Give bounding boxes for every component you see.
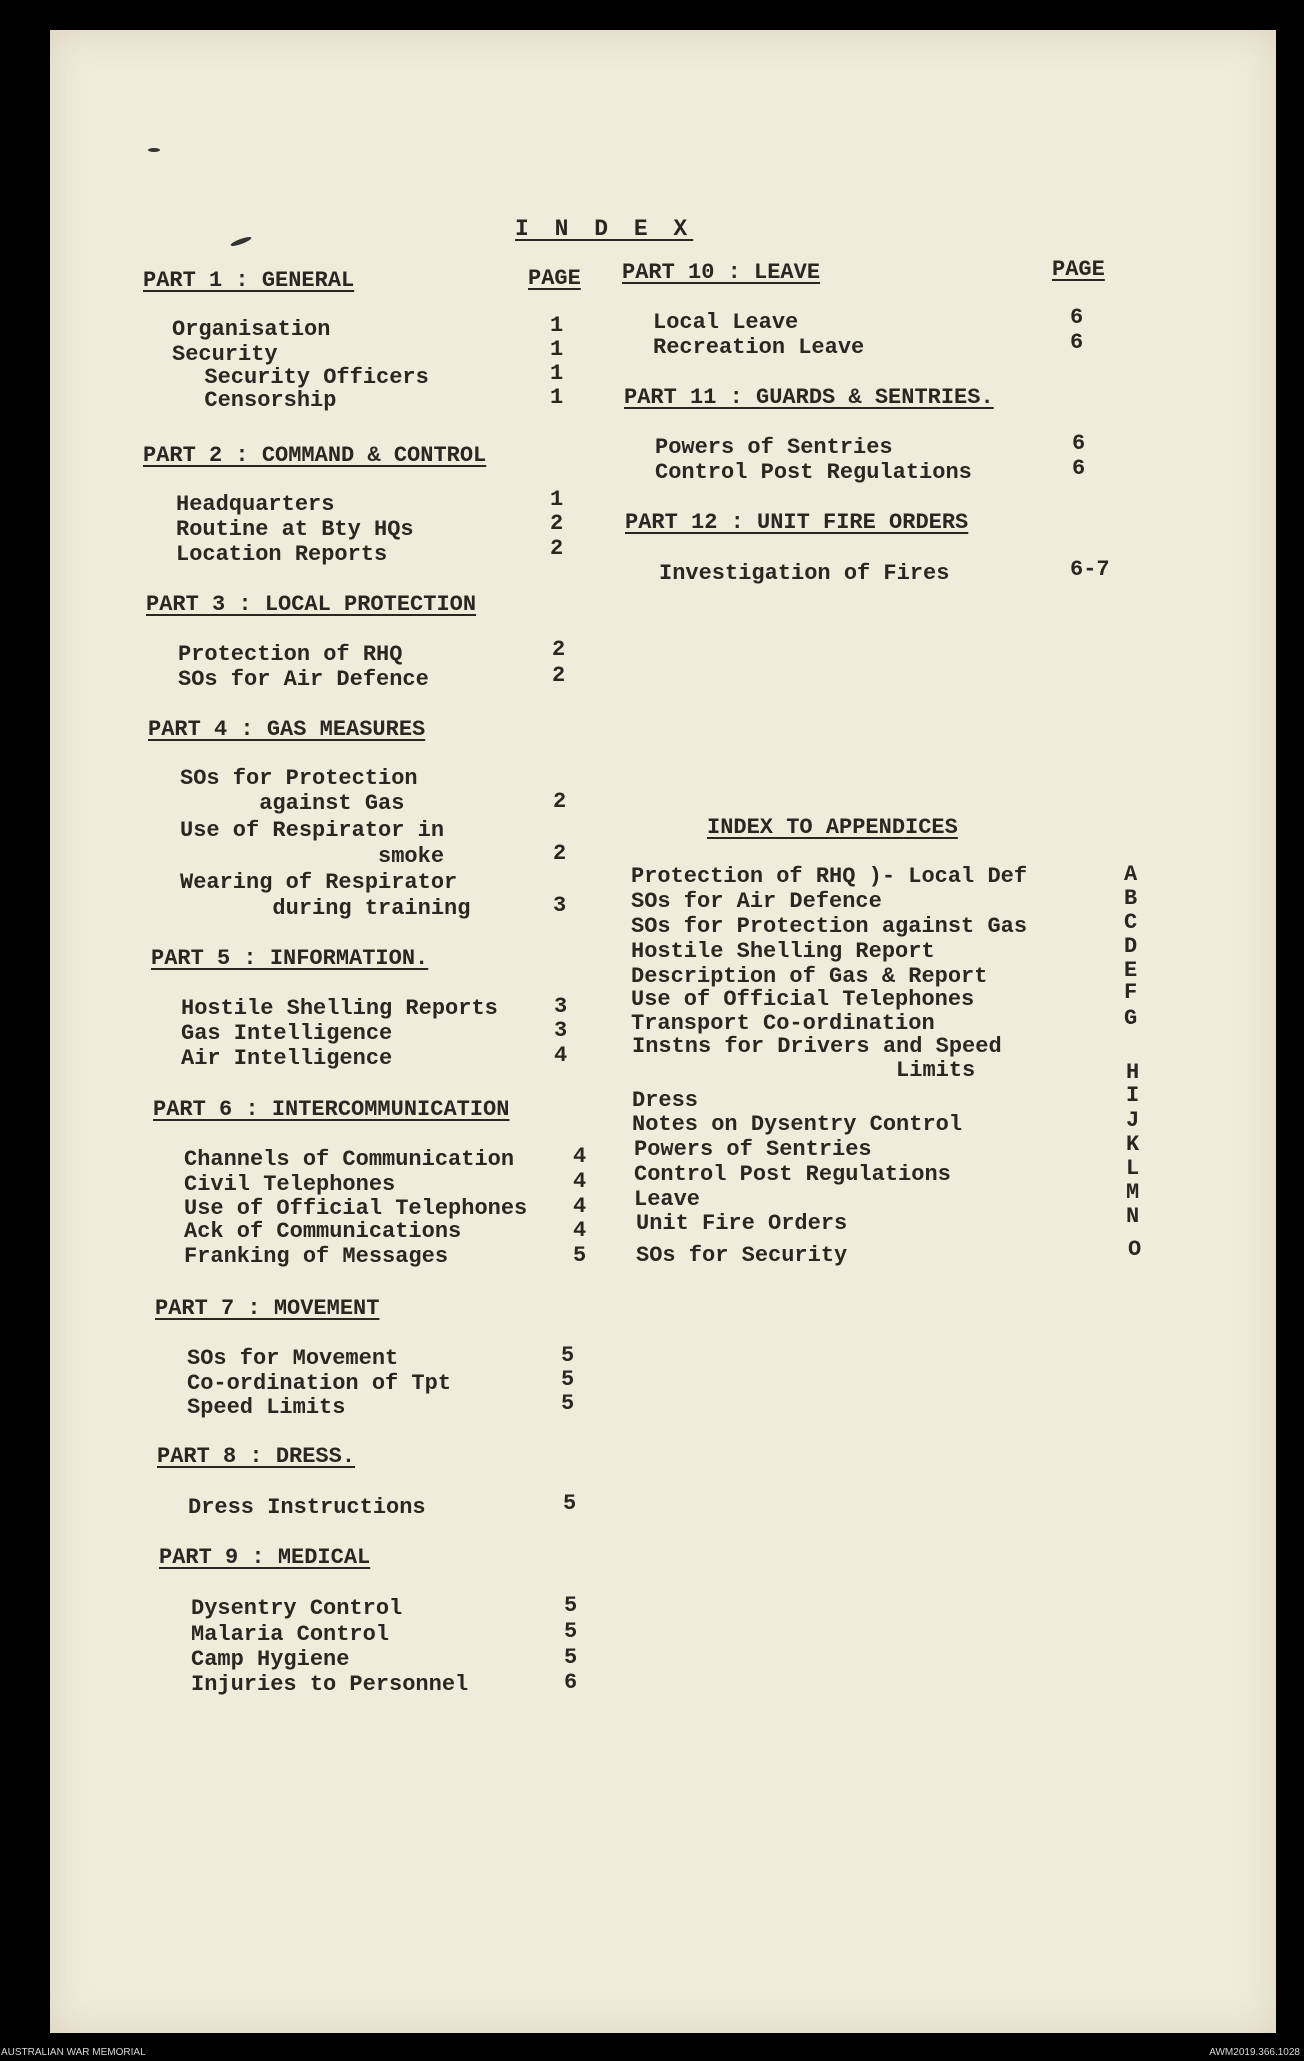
part-heading: PART 3 : LOCAL PROTECTION (146, 592, 477, 617)
appendix-letter: J (1126, 1108, 1140, 1133)
appendix-entry: Instns for Drivers and Speed Limits (632, 1034, 1002, 1083)
index-entry: Injuries to Personnel (191, 1672, 469, 1697)
index-entry: Recreation Leave (653, 335, 865, 360)
document-page (50, 30, 1276, 2033)
entry-page-number: 6 (564, 1670, 578, 1695)
entry-page-number: 2 (552, 663, 566, 688)
index-entry: Civil Telephones (184, 1172, 396, 1197)
entry-page-number: 2 (553, 789, 567, 814)
index-entry: Investigation of Fires (659, 561, 950, 586)
index-entry: Channels of Communication (184, 1147, 515, 1172)
entry-page-number: 5 (561, 1367, 575, 1392)
footer-credit: AUSTRALIAN WAR MEMORIAL (1, 2047, 146, 2058)
index-entry: Speed Limits (187, 1395, 346, 1420)
part-heading: PART 2 : COMMAND & CONTROL (143, 443, 487, 468)
entry-page-number: 3 (553, 893, 567, 918)
index-entry: Use of Official Telephones (184, 1196, 528, 1221)
appendix-entry: Dress (632, 1088, 699, 1113)
index-entry: Censorship (178, 388, 337, 413)
entry-page-number: 5 (564, 1593, 578, 1618)
entry-page-number: 2 (553, 841, 567, 866)
index-entry: Co-ordination of Tpt (187, 1371, 452, 1396)
entry-page-number: 5 (561, 1343, 575, 1368)
entry-page-number: 3 (554, 994, 568, 1019)
appendix-letter: K (1126, 1132, 1140, 1157)
index-entry: Camp Hygiene (191, 1647, 350, 1672)
entry-page-number: 1 (550, 385, 564, 410)
appendix-letter: I (1126, 1083, 1140, 1108)
index-entry: Powers of Sentries (655, 435, 893, 460)
entry-page-number: 5 (563, 1491, 577, 1516)
appendix-letter: C (1124, 910, 1138, 935)
index-entry: Routine at Bty HQs (176, 517, 414, 542)
index-entry: Malaria Control (191, 1622, 390, 1647)
entry-page-number: 1 (550, 337, 564, 362)
entry-page-number: 1 (550, 487, 564, 512)
appendix-letter: F (1124, 980, 1138, 1005)
entry-page-number: 6 (1072, 456, 1086, 481)
appendix-entry: Hostile Shelling Report (631, 939, 935, 964)
part-heading: PART 1 : GENERAL (143, 268, 355, 293)
index-entry: Headquarters (176, 492, 335, 517)
entry-page-number: 2 (552, 637, 566, 662)
part-heading: PART 12 : UNIT FIRE ORDERS (625, 510, 969, 535)
appendix-entry: Leave (634, 1187, 701, 1212)
entry-page-number: 6 (1072, 431, 1086, 456)
appendix-letter: M (1126, 1180, 1140, 1205)
appendix-entry: Unit Fire Orders (636, 1211, 848, 1236)
entry-page-number: 1 (550, 313, 564, 338)
entry-page-number: 4 (573, 1218, 587, 1243)
index-entry: Local Leave (653, 310, 799, 335)
index-entry: Organisation (172, 317, 331, 342)
index-entry: Air Intelligence (181, 1046, 393, 1071)
index-entry: Security Officers (178, 365, 429, 390)
index-entry: Wearing of Respirator during training (180, 870, 471, 921)
appendix-entry: SOs for Air Defence (631, 889, 882, 914)
appendix-entry: Control Post Regulations (634, 1162, 951, 1187)
index-entry: SOs for Protection against Gas (180, 766, 418, 816)
entry-page-number: 4 (573, 1144, 587, 1169)
part-heading: PART 7 : MOVEMENT (155, 1296, 380, 1321)
index-entry: Ack of Communications (184, 1219, 462, 1244)
entry-page-number: 6 (1070, 330, 1084, 355)
appendix-entry: SOs for Protection against Gas (631, 914, 1028, 939)
appendix-letter: D (1124, 934, 1138, 959)
part-heading: PART 9 : MEDICAL (159, 1545, 371, 1570)
index-entry: Gas Intelligence (181, 1021, 393, 1046)
part-heading: PART 8 : DRESS. (157, 1444, 356, 1469)
part-heading: PART 11 : GUARDS & SENTRIES. (624, 385, 994, 410)
appendix-entry: Powers of Sentries (634, 1137, 872, 1162)
appendix-letter: N (1126, 1204, 1140, 1229)
appendix-letter: A (1124, 862, 1138, 887)
entry-page-number: 6 (1070, 305, 1084, 330)
index-entry: Security (172, 342, 278, 367)
entry-page-number: 2 (550, 511, 564, 536)
index-entry: Use of Respirator in smoke (180, 818, 445, 869)
index-entry: Location Reports (176, 542, 388, 567)
left-page-column-heading: PAGE (528, 266, 581, 291)
entry-page-number: 3 (554, 1018, 568, 1043)
ink-smudge (148, 148, 160, 152)
appendix-entry: Notes on Dysentry Control (632, 1112, 963, 1137)
part-heading: PART 10 : LEAVE (622, 260, 821, 285)
entry-page-number: 5 (573, 1243, 587, 1268)
appendix-letter: B (1124, 886, 1138, 911)
appendices-heading: INDEX TO APPENDICES (707, 815, 958, 840)
appendix-entry: Use of Official Telephones (631, 987, 975, 1012)
ink-smudge (230, 235, 252, 247)
appendix-entry: Protection of RHQ )- Local Def (631, 864, 1028, 889)
entry-page-number: 4 (554, 1043, 568, 1068)
entry-page-number: 5 (561, 1391, 575, 1416)
appendix-letter: L (1126, 1156, 1140, 1181)
part-heading: PART 4 : GAS MEASURES (148, 717, 426, 742)
index-entry: SOs for Air Defence (178, 667, 429, 692)
part-heading: PART 6 : INTERCOMMUNICATION (153, 1097, 510, 1122)
appendix-letter: O (1128, 1237, 1142, 1262)
index-entry: Dress Instructions (188, 1495, 426, 1520)
appendix-letter: H (1126, 1060, 1140, 1085)
right-page-column-heading: PAGE (1052, 257, 1105, 282)
index-entry: SOs for Movement (187, 1346, 399, 1371)
index-entry: Dysentry Control (191, 1596, 403, 1621)
entry-page-number: 6-7 (1070, 557, 1110, 582)
part-heading: PART 5 : INFORMATION. (151, 946, 429, 971)
index-title: I N D E X (515, 216, 694, 242)
entry-page-number: 1 (550, 361, 564, 386)
index-entry: Hostile Shelling Reports (181, 996, 498, 1021)
entry-page-number: 4 (573, 1194, 587, 1219)
index-entry: Control Post Regulations (655, 460, 972, 485)
footer-accession-number: AWM2019.366.1028 (1209, 2047, 1300, 2058)
appendix-entry: Description of Gas & Report (631, 964, 988, 989)
index-entry: Franking of Messages (184, 1244, 449, 1269)
entry-page-number: 4 (573, 1169, 587, 1194)
appendix-entry: Transport Co-ordination (631, 1011, 935, 1036)
index-entry: Protection of RHQ (178, 642, 403, 667)
appendix-letter: E (1124, 958, 1138, 983)
entry-page-number: 5 (564, 1645, 578, 1670)
entry-page-number: 5 (564, 1619, 578, 1644)
appendix-entry: SOs for Security (636, 1243, 848, 1268)
entry-page-number: 2 (550, 536, 564, 561)
appendix-letter: G (1124, 1006, 1138, 1031)
